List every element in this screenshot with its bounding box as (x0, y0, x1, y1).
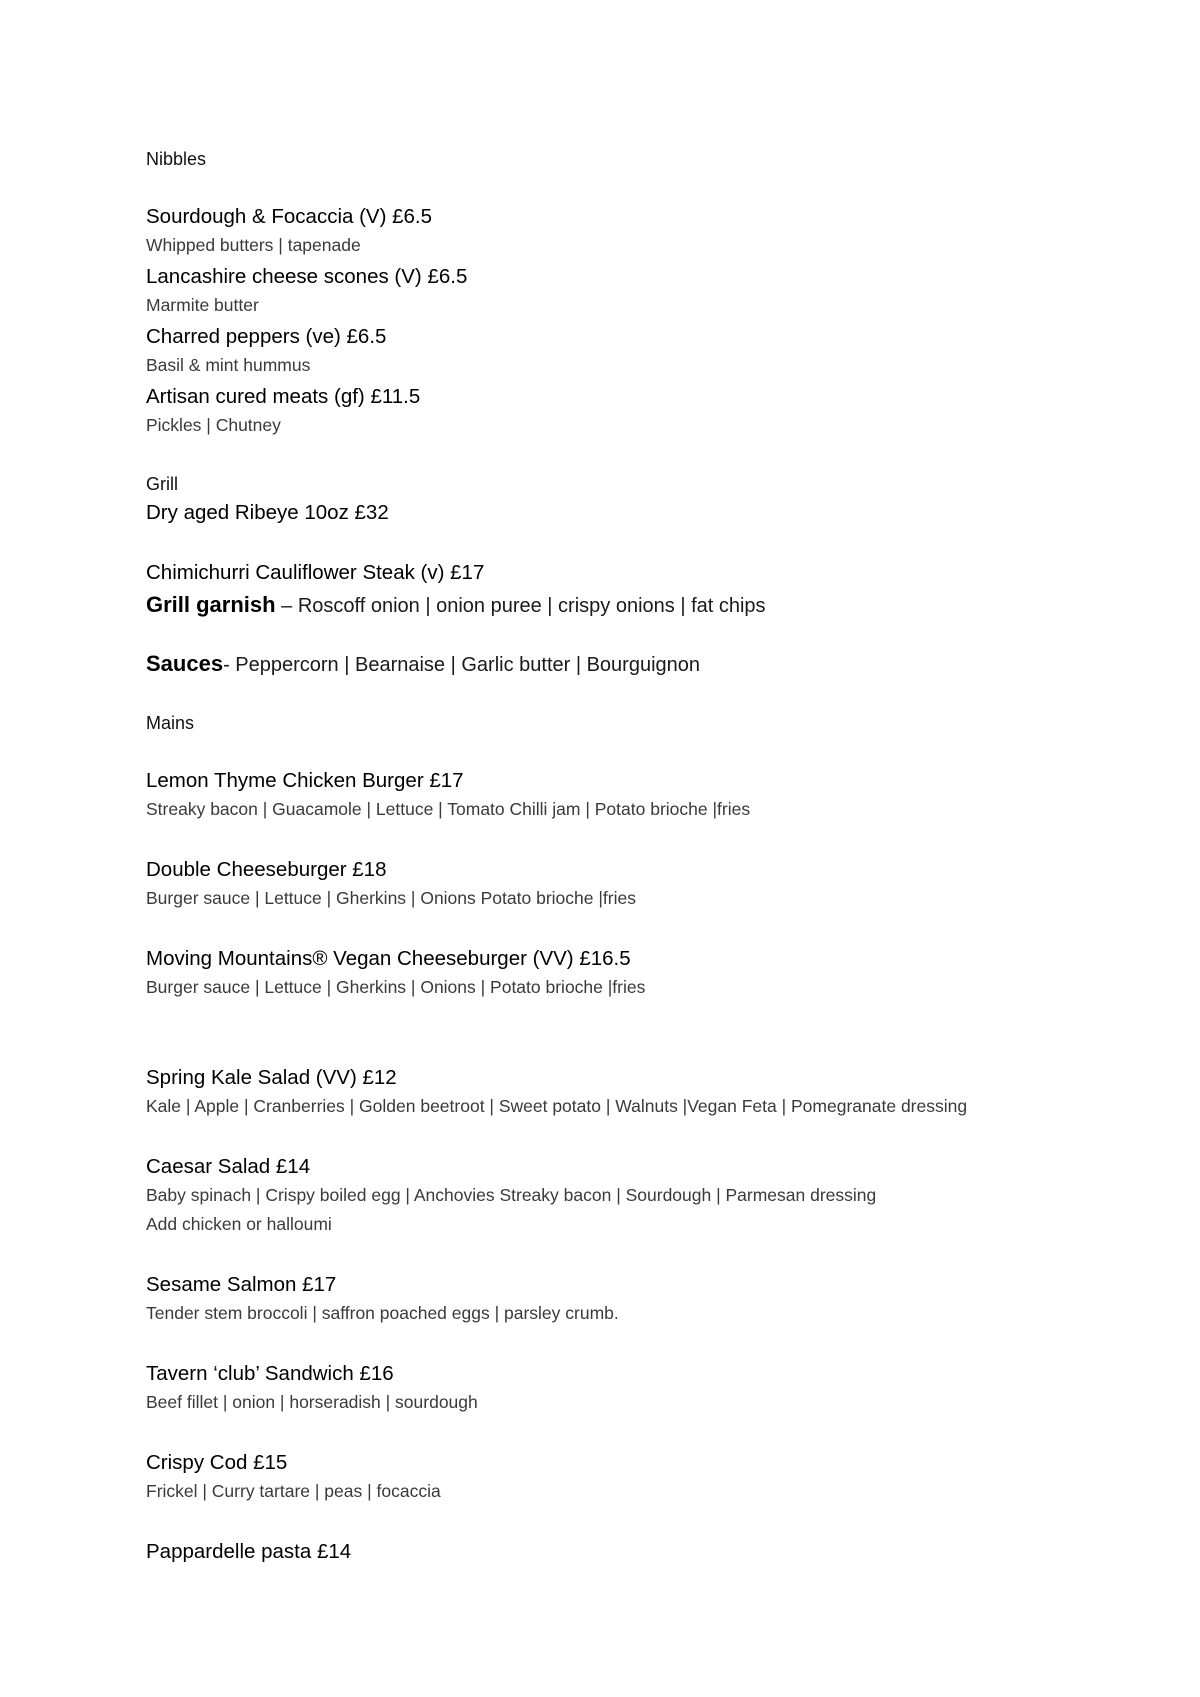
menu-item-title: Crispy Cod £15 (146, 1451, 288, 1474)
menu-item-title: Spring Kale Salad (VV) £12 (146, 1066, 397, 1089)
menu-item-description: Beef fillet | onion | horseradish | sourdough (146, 1392, 478, 1412)
menu-item-title: Artisan cured meats (gf) £11.5 (146, 385, 421, 408)
section-heading-mains: Mains (146, 713, 195, 733)
menu-item-title: Lancashire cheese scones (V) £6.5 (146, 265, 468, 288)
sauces-separator: - (223, 654, 236, 676)
grill-garnish-text: Roscoff onion | onion puree | crispy onions | fat chips (297, 595, 766, 617)
menu-item-description: Frickel | Curry tartare | peas | focaccia (146, 1481, 441, 1501)
sauces-text: Peppercorn | Bearnaise | Garlic butter | Bourguignon (235, 654, 701, 676)
menu-item-description: Pickles | Chutney (146, 415, 281, 435)
menu-item-title: Pappardelle pasta £14 (146, 1540, 352, 1563)
menu-item-title: Tavern ‘club’ Sandwich £16 (146, 1362, 394, 1385)
menu-item-title: Caesar Salad £14 (146, 1155, 311, 1178)
menu-item-title: Dry aged Ribeye 10oz £32 (146, 501, 389, 524)
menu-item-description: Baby spinach | Crispy boiled egg | Anchovies Streaky bacon | Sourdough | Parmesan dressing (146, 1185, 877, 1205)
menu-item-description: Burger sauce | Lettuce | Gherkins | Onions Potato brioche |fries (146, 888, 636, 908)
menu-item-title: Double Cheeseburger £18 (146, 858, 387, 881)
grill-garnish-separator: – (275, 595, 298, 617)
menu-item-description: Marmite butter (146, 295, 259, 315)
menu-item-title: Charred peppers (ve) £6.5 (146, 325, 387, 348)
menu-item-title: Lemon Thyme Chicken Burger £17 (146, 769, 464, 792)
menu-item-description: Basil & mint hummus (146, 355, 311, 375)
section-heading-grill: Grill (146, 474, 178, 494)
sauces-label: Sauces (146, 651, 224, 676)
sauces-line (146, 653, 700, 675)
menu-item-title: Sourdough & Focaccia (V) £6.5 (146, 205, 433, 228)
menu-item-description: Streaky bacon | Guacamole | Lettuce | Tomato Chilli jam | Potato brioche |fries (146, 799, 751, 819)
menu-item-addon: Add chicken or halloumi (146, 1214, 332, 1234)
menu-item-description: Tender stem broccoli | saffron poached eggs | parsley crumb. (146, 1303, 619, 1323)
menu-item-title: Chimichurri Cauliflower Steak (v) £17 (146, 561, 485, 584)
menu-item-title: Moving Mountains® Vegan Cheeseburger (VV) £16.5 (146, 947, 631, 970)
menu-item-description: Whipped butters | tapenade (146, 235, 361, 255)
menu-item-title: Sesame Salmon £17 (146, 1273, 337, 1296)
grill-garnish-label: Grill garnish (146, 592, 276, 617)
section-heading-nibbles: Nibbles (146, 149, 207, 169)
menu-item-description: Burger sauce | Lettuce | Gherkins | Onions | Potato brioche |fries (146, 977, 646, 997)
grill-garnish-line (146, 594, 766, 616)
menu-item-description: Kale | Apple | Cranberries | Golden beetroot | Sweet potato | Walnuts |Vegan Feta | Pomegranate dressing (146, 1096, 968, 1116)
